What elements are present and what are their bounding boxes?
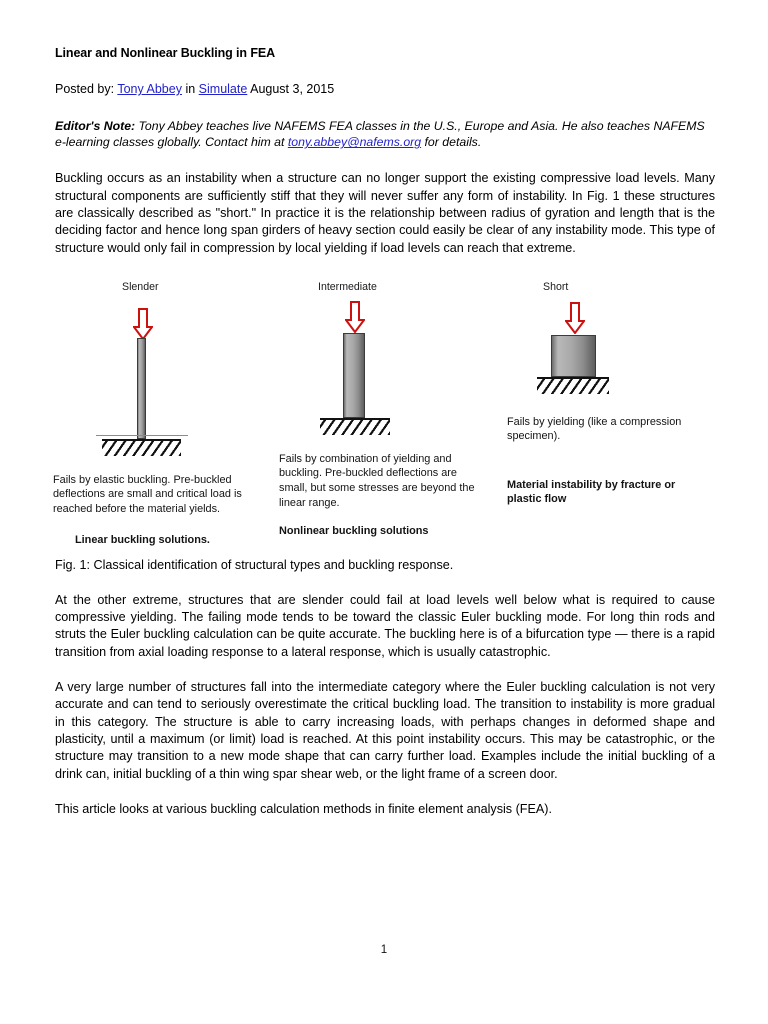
column-bar-intermediate [343, 333, 365, 418]
editor-note-text-after: for details. [421, 135, 482, 150]
author-link[interactable]: Tony Abbey [117, 82, 182, 96]
down-arrow-icon [565, 302, 585, 334]
column-description-short: Fails by yielding (like a compression specimen). [507, 415, 682, 443]
publication-link[interactable]: Simulate [198, 82, 248, 96]
byline-prefix: Posted by: [55, 82, 115, 96]
column-label-intermediate: Intermediate [318, 280, 377, 293]
column-solution-short: Material instability by fracture or plastic flow [507, 478, 676, 506]
page-number: 1 [380, 944, 388, 956]
column-description-slender: Fails by elastic buckling. Pre-buckled deflections are small and critical load is reached before the material yields. [53, 473, 242, 516]
column-label-slender: Slender [122, 280, 159, 293]
byline-date: August 3, 2015 [250, 82, 335, 96]
down-arrow-icon [345, 301, 365, 333]
byline-middle: in [185, 82, 196, 96]
column-description-intermediate: Fails by combination of yielding and buckling. Pre-buckled deflections are small, but some stresses are beyond the linear range. [279, 452, 475, 509]
editor-email-link[interactable]: tony.abbey@nafems.org [287, 135, 422, 150]
column-solution-slender: Linear buckling solutions. [75, 533, 210, 546]
page-title: Linear and Nonlinear Buckling in FEA [55, 46, 276, 60]
paragraph-intermediate: A very large number of structures fall into the intermediate category where the Euler buckling calculation is not very accurate and can tend to seriously overestimate the critical buckling load. The transition to instability is more gradual in this category. The structure is able to carry increasing loads, with perhaps changes in deformed shape and plasticity, until a maximum (or limit) load is reached. At this point instability occurs. This may be catastrophic, or the structure may transition to a new mode shape that can carry further load. Examples include the initial buckling of a drink can, initial buckling of a thin wing spar shear web, or the light frame of a screen door. [55, 680, 715, 781]
byline [55, 81, 715, 97]
paragraph-intro: Buckling occurs as an instability when a structure can no longer support the existing compressive load levels. Many structural components are sufficiently stiff that they will never suffer any form of instability. In Fig. 1 these structures are classically described as "short." In practice it is the relationship between radius of gyration and length that is the deciding factor and hence long span girders of heavy section could easily be clear of any instability mode. This type of structure would only fail in compression by local yielding if load levels can reach that extreme. [55, 171, 715, 255]
document-content [55, 46, 715, 836]
paragraph-closing: This article looks at various buckling calculation methods in finite element analysis (FEA). [55, 801, 552, 816]
figure-1 [55, 275, 715, 547]
figure-caption: Fig. 1: Classical identification of structural types and buckling response. [55, 557, 454, 572]
column-label-short: Short [543, 280, 569, 293]
column-solution-intermediate: Nonlinear buckling solutions [279, 524, 429, 537]
editor-note-text-before: Tony Abbey teaches live NAFEMS FEA classes in the U.S., Europe and Asia. He also teaches NAFEMS e-learning classes globally. Contact him at [55, 119, 705, 150]
editor-note [55, 118, 715, 150]
down-arrow-icon [133, 308, 153, 340]
column-bar-slender [137, 338, 146, 439]
column-bar-short [551, 335, 596, 377]
editor-note-label: Editor's Note: [55, 119, 136, 133]
paragraph-slender: At the other extreme, structures that are slender could fail at load levels well below what is required to cause compressive yielding. The failing mode tends to be toward the classic Euler buckling mode. For long thin rods and struts the Euler buckling calculation can be quite accurate. The buckling here is of a bifurcation type — there is a rapid transition from axial loading response to a lateral response, which is usually catastrophic. [55, 592, 715, 659]
